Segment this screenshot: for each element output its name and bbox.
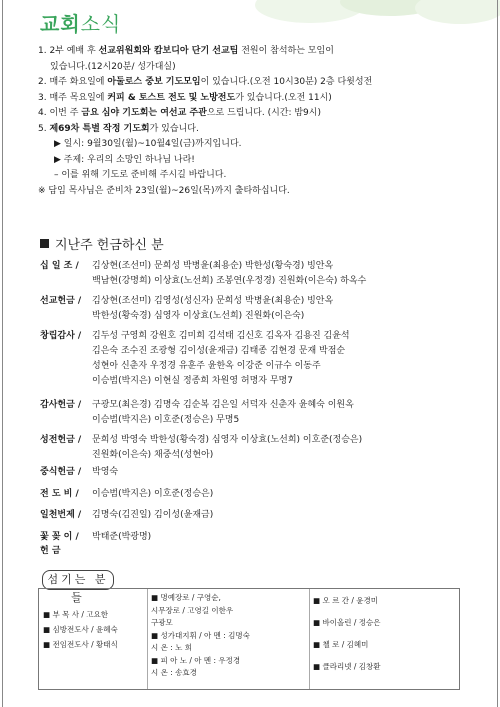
offering-names-line: 김상현(조선미) 문희성 박병윤(최용순) 박한성(황숙경) 빙안옥 <box>92 261 334 271</box>
news-item <box>38 44 478 60</box>
serve-table <box>38 588 460 690</box>
news-text: 으로 드립니다. (시간: 밤9시) <box>206 108 321 118</box>
news-number: 2. <box>38 77 50 87</box>
offering-group <box>40 465 480 480</box>
offering-names-line: 김두성 구영희 강원호 김미희 김석태 김신호 김옥자 김용진 김윤석 <box>92 331 350 341</box>
news-item <box>38 91 478 107</box>
right-border <box>497 0 498 707</box>
square-bullet-icon <box>40 239 49 248</box>
table-divider <box>147 589 148 689</box>
offering-label: 전 도 비 / <box>40 489 79 499</box>
news-item <box>38 106 478 122</box>
news-item <box>38 184 478 200</box>
news-item <box>38 60 478 76</box>
news-number: ※ <box>38 185 49 196</box>
serve-entry: ■ 첼 로 / 김혜미 <box>313 640 369 649</box>
news-text: 이번 주 <box>49 108 82 118</box>
offering-names-line: 백남현(강명희) 이상효(노선희) 조봉연(우정경) 진원화(이은숙) 하옥수 <box>92 276 367 286</box>
offering-names <box>92 398 482 428</box>
offering-label: 창립감사 / <box>40 331 82 341</box>
offering-label: 감사헌금 / <box>40 400 82 410</box>
news-item <box>38 122 478 138</box>
news-emphasis: 제69차 특별 작정 기도회 <box>49 123 150 134</box>
news-text: ▶ 주제: 우리의 소망인 하나님 나라! <box>54 154 195 165</box>
offering-names <box>92 433 482 463</box>
news-text: – 이를 위해 기도로 준비해 주시길 바랍니다. <box>54 170 227 180</box>
offering-group <box>40 398 480 428</box>
news-text: ▶ 일시: 9월30일(월)~10월4일(금)까지입니다. <box>54 139 242 149</box>
offering-names <box>92 329 482 389</box>
serve-entry: 시 온 : 송효경 <box>151 668 197 677</box>
news-text: 2부 예배 후 <box>49 46 99 56</box>
offering-group <box>40 329 480 389</box>
offering-title-text: 지난주 헌금하신 분 <box>55 238 164 253</box>
page-title <box>40 8 121 37</box>
offering-names <box>92 259 482 289</box>
news-text: 담임 목사님은 준비차 23일(월)~26일(목)까지 출타하십니다. <box>48 185 290 196</box>
offering-group <box>40 544 480 559</box>
offering-section-title <box>40 234 164 253</box>
serve-entry: 시무장로 / 고영길 이한우 <box>151 605 234 615</box>
offering-group <box>40 433 480 463</box>
news-text: 매주 화요일에 <box>49 77 108 87</box>
offering-label: 중식헌금 / <box>40 467 82 477</box>
offering-label: 헌 금 <box>40 546 61 556</box>
serve-entry: ■ 오 르 간 / 윤경미 <box>313 596 379 605</box>
serve-entry: ■ 부 목 사 / 고요한 <box>43 610 109 619</box>
news-emphasis: 커피 & 토스트 전도 및 노방전도 <box>107 92 236 103</box>
news-text: 가 있습니다. <box>149 123 199 134</box>
church-news-list <box>38 44 478 199</box>
offering-group <box>40 530 480 545</box>
offering-names-line: 문희성 박영숙 박한성(황숙경) 심영자 이상효(노선희) 이호준(정승은) <box>92 435 363 445</box>
offering-names-line: 박한성(황숙경) 심영자 이상효(노선희) 진원화(이은숙) <box>92 311 305 321</box>
offering-names-line: 김은숙 조수진 조광형 김이성(윤재금) 김태종 김현경 문재 박점순 <box>92 346 346 356</box>
left-border <box>2 0 3 707</box>
offering-names-line: 구광모(최은경) 김명숙 김순복 김은일 서덕자 신춘자 윤혜숙 이원옥 <box>92 400 354 410</box>
offering-names <box>92 465 482 480</box>
serve-entry: ■ 성가대지휘 / 아 멘 : 김명숙 <box>151 630 250 640</box>
offering-names-line: 진원화(이은숙) 채중석(성현아) <box>92 450 214 460</box>
offering-names <box>92 487 482 502</box>
news-emphasis: 아둘로스 중보 기도모임 <box>107 77 201 87</box>
serve-entry: ■ 바이올린 / 정승은 <box>313 618 381 627</box>
serve-entry: ■ 심방전도사 / 윤혜숙 <box>43 625 118 634</box>
offering-group <box>40 259 480 289</box>
serve-entry: 시 온 : 노 희 <box>151 643 193 652</box>
offering-names-line: 이승범(박지은) 이호준(정승은) <box>92 489 214 499</box>
news-text: 매주 목요일에 <box>49 92 108 103</box>
title-rest: 소식 <box>80 12 122 36</box>
offering-names-line: 김상현(조선미) 김영성(성신자) 문희성 박병윤(최용순) 빙안옥 <box>92 296 334 306</box>
offering-names-line: 성현아 신춘자 우정경 유훈주 윤한옥 이강준 이규수 이동주 <box>92 361 321 371</box>
news-number: 4. <box>38 108 50 118</box>
offering-label: 선교헌금 / <box>40 296 82 306</box>
offering-names <box>92 530 482 545</box>
news-text: 가 있습니다.(오전 11시) <box>235 92 332 103</box>
news-number: 5. <box>38 123 50 134</box>
news-item <box>38 168 478 184</box>
offering-label: 일천번제 / <box>40 510 82 520</box>
title-bold: 교회 <box>40 12 81 36</box>
offering-names <box>92 508 482 523</box>
news-item <box>38 75 478 91</box>
offering-names <box>92 294 482 324</box>
news-number: 3. <box>38 92 50 103</box>
serve-entry: ■ 클라리넷 / 김창환 <box>313 662 381 671</box>
offering-label: 성전헌금 / <box>40 435 82 445</box>
news-text: 전원이 참석하는 모임이 <box>238 46 334 56</box>
offering-names-line: 이승범(박지은) 이현실 정종희 차원영 허명자 무명7 <box>92 376 293 386</box>
news-text: 있습니다.(12시20분/ 성가대실) <box>50 61 176 72</box>
offering-names-line: 김명숙(김진일) 김이성(윤재금) <box>92 510 214 520</box>
offering-group <box>40 508 480 523</box>
offering-names-line: 박영숙 <box>92 467 119 477</box>
table-divider <box>309 589 310 689</box>
serve-entry: ■ 전임전도사 / 황태식 <box>43 640 118 649</box>
serve-title: 섬기는 분들 <box>42 570 114 590</box>
serve-entry: ■ 명예장로 / 구영순, <box>151 593 221 602</box>
news-text: 이 있습니다.(오전 10시30분) 2층 다윗성전 <box>200 77 373 87</box>
offering-names-line: 이승범(박지은) 이호준(정승은) 무명5 <box>92 415 240 425</box>
offering-group <box>40 294 480 324</box>
serve-entry: 구광모 <box>151 618 173 627</box>
leaf-decoration-icon <box>250 0 500 40</box>
offering-label: 십 일 조 / <box>40 261 79 271</box>
news-item <box>38 153 478 169</box>
news-emphasis: 선교위원회와 캄보디아 단기 선교팀 <box>98 46 239 56</box>
news-emphasis: 금요 심야 기도회는 여선교 주관 <box>81 108 207 118</box>
offering-names-line: 박태준(박광명) <box>92 532 152 542</box>
offering-label: 꽃 꽂 이 / <box>40 532 79 542</box>
serve-entry: ■ 피 아 노 / 아 멘 : 우정경 <box>151 655 241 665</box>
news-item <box>38 137 478 153</box>
news-number: 1. <box>38 46 50 56</box>
offering-group <box>40 487 480 502</box>
